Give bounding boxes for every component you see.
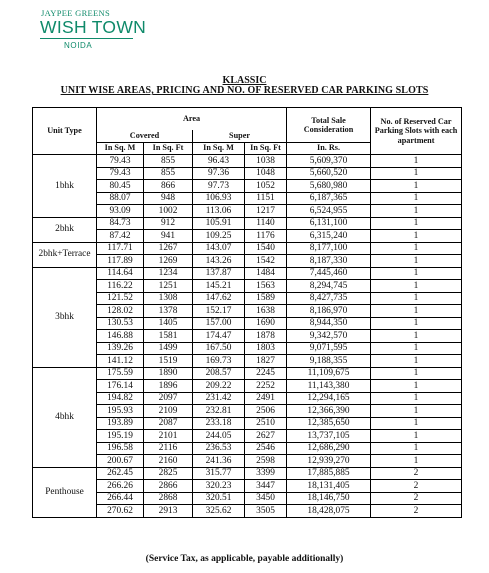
unit-type-cell: 3bhk xyxy=(33,267,97,367)
parking-slots-cell: 1 xyxy=(371,380,462,393)
table-row xyxy=(33,242,462,255)
super-sqm-cell: 233.18 xyxy=(193,417,245,430)
covered-sqft-cell: 2825 xyxy=(144,467,193,480)
super-sqft-cell: 1589 xyxy=(245,292,287,305)
parking-slots-cell: 1 xyxy=(371,355,462,368)
header-super-sqft: In Sq. Ft xyxy=(245,143,287,155)
super-sqft-cell: 2506 xyxy=(245,405,287,418)
super-sqm-cell: 167.50 xyxy=(193,342,245,355)
table-body xyxy=(33,155,462,518)
table-row xyxy=(33,267,462,280)
total-sale-cell: 6,315,240 xyxy=(287,230,371,243)
covered-sqm-cell: 121.52 xyxy=(97,292,144,305)
covered-sqm-cell: 139.26 xyxy=(97,342,144,355)
total-sale-cell: 18,428,075 xyxy=(287,505,371,518)
parking-slots-cell: 1 xyxy=(371,242,462,255)
covered-sqft-cell: 1308 xyxy=(144,292,193,305)
parking-slots-cell: 2 xyxy=(371,492,462,505)
covered-sqft-cell: 2913 xyxy=(144,505,193,518)
covered-sqm-cell: 93.09 xyxy=(97,205,144,218)
covered-sqm-cell: 117.71 xyxy=(97,242,144,255)
super-sqm-cell: 236.53 xyxy=(193,442,245,455)
total-sale-cell: 11,143,380 xyxy=(287,380,371,393)
super-sqft-cell: 3447 xyxy=(245,480,287,493)
parking-slots-cell: 1 xyxy=(371,417,462,430)
parking-slots-cell: 1 xyxy=(371,255,462,268)
footer-note: (Service Tax, as applicable, payable additionally) xyxy=(145,554,344,564)
super-sqft-cell: 1878 xyxy=(245,330,287,343)
table-row xyxy=(33,442,462,455)
covered-sqft-cell: 1251 xyxy=(144,280,193,293)
covered-sqm-cell: 116.22 xyxy=(97,280,144,293)
total-sale-cell: 9,342,570 xyxy=(287,330,371,343)
parking-slots-cell: 1 xyxy=(371,342,462,355)
pricing-table xyxy=(32,107,462,518)
super-sqm-cell: 169.73 xyxy=(193,355,245,368)
super-sqft-cell: 2598 xyxy=(245,455,287,468)
table-row xyxy=(33,305,462,318)
parking-slots-cell: 1 xyxy=(371,217,462,230)
total-sale-cell: 18,146,750 xyxy=(287,492,371,505)
total-sale-cell: 12,686,290 xyxy=(287,442,371,455)
total-sale-cell: 5,680,980 xyxy=(287,180,371,193)
super-sqm-cell: 208.57 xyxy=(193,367,245,380)
covered-sqft-cell: 941 xyxy=(144,230,193,243)
super-sqft-cell: 1217 xyxy=(245,205,287,218)
table-row xyxy=(33,355,462,368)
covered-sqft-cell: 855 xyxy=(144,155,193,168)
table-row xyxy=(33,405,462,418)
super-sqft-cell: 1542 xyxy=(245,255,287,268)
brand-line2: WISH TOWN xyxy=(40,17,147,37)
table-row xyxy=(33,367,462,380)
super-sqft-cell: 1140 xyxy=(245,217,287,230)
covered-sqm-cell: 130.53 xyxy=(97,317,144,330)
parking-slots-cell: 1 xyxy=(371,180,462,193)
covered-sqft-cell: 2101 xyxy=(144,430,193,443)
table-row xyxy=(33,180,462,193)
covered-sqft-cell: 2866 xyxy=(144,480,193,493)
covered-sqm-cell: 200.67 xyxy=(97,455,144,468)
table-row xyxy=(33,167,462,180)
super-sqft-cell: 2491 xyxy=(245,392,287,405)
covered-sqft-cell: 1499 xyxy=(144,342,193,355)
covered-sqft-cell: 1002 xyxy=(144,205,193,218)
table-row xyxy=(33,467,462,480)
table-row xyxy=(33,155,462,168)
total-sale-cell: 9,188,355 xyxy=(287,355,371,368)
super-sqm-cell: 152.17 xyxy=(193,305,245,318)
covered-sqm-cell: 196.58 xyxy=(97,442,144,455)
covered-sqm-cell: 194.82 xyxy=(97,392,144,405)
super-sqft-cell: 1176 xyxy=(245,230,287,243)
covered-sqft-cell: 855 xyxy=(144,167,193,180)
table-row xyxy=(33,492,462,505)
total-sale-cell: 8,294,745 xyxy=(287,280,371,293)
covered-sqft-cell: 2868 xyxy=(144,492,193,505)
covered-sqm-cell: 193.89 xyxy=(97,417,144,430)
parking-slots-cell: 1 xyxy=(371,267,462,280)
covered-sqm-cell: 270.62 xyxy=(97,505,144,518)
super-sqm-cell: 109.25 xyxy=(193,230,245,243)
header-covered: Covered xyxy=(97,130,193,143)
super-sqm-cell: 97.36 xyxy=(193,167,245,180)
parking-slots-cell: 1 xyxy=(371,367,462,380)
covered-sqft-cell: 1269 xyxy=(144,255,193,268)
super-sqm-cell: 231.42 xyxy=(193,392,245,405)
covered-sqm-cell: 195.19 xyxy=(97,430,144,443)
table-row xyxy=(33,430,462,443)
covered-sqft-cell: 1378 xyxy=(144,305,193,318)
parking-slots-cell: 1 xyxy=(371,330,462,343)
super-sqm-cell: 106.93 xyxy=(193,192,245,205)
super-sqft-cell: 1638 xyxy=(245,305,287,318)
super-sqm-cell: 113.06 xyxy=(193,205,245,218)
parking-slots-cell: 2 xyxy=(371,505,462,518)
table-row xyxy=(33,255,462,268)
header-area: Area xyxy=(97,108,287,131)
covered-sqm-cell: 79.43 xyxy=(97,167,144,180)
covered-sqft-cell: 912 xyxy=(144,217,193,230)
covered-sqm-cell: 266.26 xyxy=(97,480,144,493)
super-sqm-cell: 145.21 xyxy=(193,280,245,293)
covered-sqm-cell: 84.73 xyxy=(97,217,144,230)
table-row xyxy=(33,217,462,230)
total-sale-cell: 8,187,330 xyxy=(287,255,371,268)
table-row xyxy=(33,480,462,493)
unit-type-cell: 4bhk xyxy=(33,367,97,467)
brand-logo xyxy=(40,8,180,50)
covered-sqm-cell: 266.44 xyxy=(97,492,144,505)
table-row xyxy=(33,505,462,518)
super-sqft-cell: 3450 xyxy=(245,492,287,505)
total-sale-cell: 9,071,595 xyxy=(287,342,371,355)
super-sqft-cell: 1690 xyxy=(245,317,287,330)
total-sale-cell: 12,366,390 xyxy=(287,405,371,418)
header-covered-sqm: In Sq. M xyxy=(97,143,144,155)
covered-sqm-cell: 117.89 xyxy=(97,255,144,268)
unit-type-cell: 2bhk xyxy=(33,217,97,242)
super-sqm-cell: 241.36 xyxy=(193,455,245,468)
super-sqm-cell: 315.77 xyxy=(193,467,245,480)
total-sale-cell: 18,131,405 xyxy=(287,480,371,493)
covered-sqm-cell: 80.45 xyxy=(97,180,144,193)
total-sale-cell: 8,186,970 xyxy=(287,305,371,318)
total-sale-cell: 12,294,165 xyxy=(287,392,371,405)
table-row xyxy=(33,230,462,243)
super-sqft-cell: 3399 xyxy=(245,467,287,480)
super-sqm-cell: 105.91 xyxy=(193,217,245,230)
super-sqft-cell: 1151 xyxy=(245,192,287,205)
super-sqft-cell: 3505 xyxy=(245,505,287,518)
header-total-sale: Total Sale Consideration xyxy=(287,108,371,143)
covered-sqm-cell: 87.42 xyxy=(97,230,144,243)
super-sqm-cell: 244.05 xyxy=(193,430,245,443)
table-row xyxy=(33,317,462,330)
covered-sqft-cell: 1890 xyxy=(144,367,193,380)
total-sale-cell: 13,737,105 xyxy=(287,430,371,443)
table-row xyxy=(33,192,462,205)
total-sale-cell: 17,885,885 xyxy=(287,467,371,480)
super-sqm-cell: 96.43 xyxy=(193,155,245,168)
covered-sqm-cell: 128.02 xyxy=(97,305,144,318)
super-sqft-cell: 1038 xyxy=(245,155,287,168)
covered-sqm-cell: 175.59 xyxy=(97,367,144,380)
super-sqft-cell: 2510 xyxy=(245,417,287,430)
table-row xyxy=(33,280,462,293)
total-sale-cell: 7,445,460 xyxy=(287,267,371,280)
total-sale-cell: 6,131,100 xyxy=(287,217,371,230)
super-sqm-cell: 174.47 xyxy=(193,330,245,343)
parking-slots-cell: 1 xyxy=(371,392,462,405)
covered-sqm-cell: 146.88 xyxy=(97,330,144,343)
total-sale-cell: 6,524,955 xyxy=(287,205,371,218)
parking-slots-cell: 1 xyxy=(371,155,462,168)
covered-sqft-cell: 1519 xyxy=(144,355,193,368)
covered-sqft-cell: 1405 xyxy=(144,317,193,330)
total-sale-cell: 8,177,100 xyxy=(287,242,371,255)
super-sqft-cell: 1484 xyxy=(245,267,287,280)
covered-sqm-cell: 88.07 xyxy=(97,192,144,205)
super-sqft-cell: 1048 xyxy=(245,167,287,180)
total-sale-cell: 6,187,365 xyxy=(287,192,371,205)
super-sqm-cell: 325.62 xyxy=(193,505,245,518)
covered-sqm-cell: 195.93 xyxy=(97,405,144,418)
covered-sqm-cell: 114.64 xyxy=(97,267,144,280)
super-sqm-cell: 143.26 xyxy=(193,255,245,268)
covered-sqft-cell: 1267 xyxy=(144,242,193,255)
super-sqft-cell: 2627 xyxy=(245,430,287,443)
brand-rule xyxy=(40,38,133,39)
total-sale-cell: 11,109,675 xyxy=(287,367,371,380)
table-row xyxy=(33,417,462,430)
parking-slots-cell: 1 xyxy=(371,192,462,205)
super-sqft-cell: 2252 xyxy=(245,380,287,393)
super-sqft-cell: 2245 xyxy=(245,367,287,380)
unit-type-cell: 1bhk xyxy=(33,155,97,218)
super-sqm-cell: 97.73 xyxy=(193,180,245,193)
total-sale-cell: 5,609,370 xyxy=(287,155,371,168)
parking-slots-cell: 1 xyxy=(371,230,462,243)
table-row xyxy=(33,342,462,355)
table-row xyxy=(33,292,462,305)
covered-sqft-cell: 866 xyxy=(144,180,193,193)
covered-sqm-cell: 176.14 xyxy=(97,380,144,393)
super-sqft-cell: 1540 xyxy=(245,242,287,255)
covered-sqft-cell: 2160 xyxy=(144,455,193,468)
page-title: KLASSIC xyxy=(222,75,267,86)
total-sale-cell: 12,939,270 xyxy=(287,455,371,468)
parking-slots-cell: 1 xyxy=(371,305,462,318)
super-sqft-cell: 1803 xyxy=(245,342,287,355)
header-super-sqm: In Sq. M xyxy=(193,143,245,155)
covered-sqft-cell: 2097 xyxy=(144,392,193,405)
parking-slots-cell: 1 xyxy=(371,405,462,418)
unit-type-cell: Penthouse xyxy=(33,467,97,517)
header-parking: No. of Reserved Car Parking Slots with each apartment xyxy=(371,108,462,155)
covered-sqm-cell: 141.12 xyxy=(97,355,144,368)
super-sqft-cell: 1052 xyxy=(245,180,287,193)
super-sqft-cell: 2546 xyxy=(245,442,287,455)
table-row xyxy=(33,205,462,218)
table-row xyxy=(33,330,462,343)
header-unit-type: Unit Type xyxy=(33,108,97,155)
super-sqm-cell: 320.23 xyxy=(193,480,245,493)
super-sqm-cell: 147.62 xyxy=(193,292,245,305)
super-sqm-cell: 320.51 xyxy=(193,492,245,505)
covered-sqft-cell: 2087 xyxy=(144,417,193,430)
covered-sqft-cell: 2109 xyxy=(144,405,193,418)
covered-sqft-cell: 1234 xyxy=(144,267,193,280)
header-covered-sqft: In Sq. Ft xyxy=(144,143,193,155)
table-row xyxy=(33,392,462,405)
parking-slots-cell: 1 xyxy=(371,317,462,330)
covered-sqft-cell: 2116 xyxy=(144,442,193,455)
parking-slots-cell: 1 xyxy=(371,280,462,293)
super-sqm-cell: 209.22 xyxy=(193,380,245,393)
covered-sqm-cell: 262.45 xyxy=(97,467,144,480)
brand-line1: JAYPEE GREENS xyxy=(41,8,110,18)
parking-slots-cell: 1 xyxy=(371,442,462,455)
super-sqm-cell: 137.87 xyxy=(193,267,245,280)
page-subtitle: UNIT WISE AREAS, PRICING AND NO. OF RESERVED CAR PARKING SLOTS xyxy=(60,85,429,96)
parking-slots-cell: 1 xyxy=(371,430,462,443)
total-sale-cell: 8,427,735 xyxy=(287,292,371,305)
total-sale-cell: 12,385,650 xyxy=(287,417,371,430)
brand-line3: NOIDA xyxy=(64,41,93,50)
parking-slots-cell: 1 xyxy=(371,167,462,180)
total-sale-cell: 5,660,520 xyxy=(287,167,371,180)
table-row xyxy=(33,455,462,468)
parking-slots-cell: 1 xyxy=(371,292,462,305)
unit-type-cell: 2bhk+Terrace xyxy=(33,242,97,267)
super-sqft-cell: 1563 xyxy=(245,280,287,293)
covered-sqft-cell: 1896 xyxy=(144,380,193,393)
covered-sqft-cell: 1581 xyxy=(144,330,193,343)
super-sqm-cell: 157.00 xyxy=(193,317,245,330)
parking-slots-cell: 1 xyxy=(371,455,462,468)
table-row xyxy=(33,380,462,393)
super-sqm-cell: 232.81 xyxy=(193,405,245,418)
header-super: Super xyxy=(193,130,287,143)
header-rs: In. Rs. xyxy=(287,143,371,155)
super-sqm-cell: 143.07 xyxy=(193,242,245,255)
covered-sqm-cell: 79.43 xyxy=(97,155,144,168)
parking-slots-cell: 2 xyxy=(371,467,462,480)
parking-slots-cell: 2 xyxy=(371,480,462,493)
parking-slots-cell: 1 xyxy=(371,205,462,218)
super-sqft-cell: 1827 xyxy=(245,355,287,368)
total-sale-cell: 8,944,350 xyxy=(287,317,371,330)
covered-sqft-cell: 948 xyxy=(144,192,193,205)
